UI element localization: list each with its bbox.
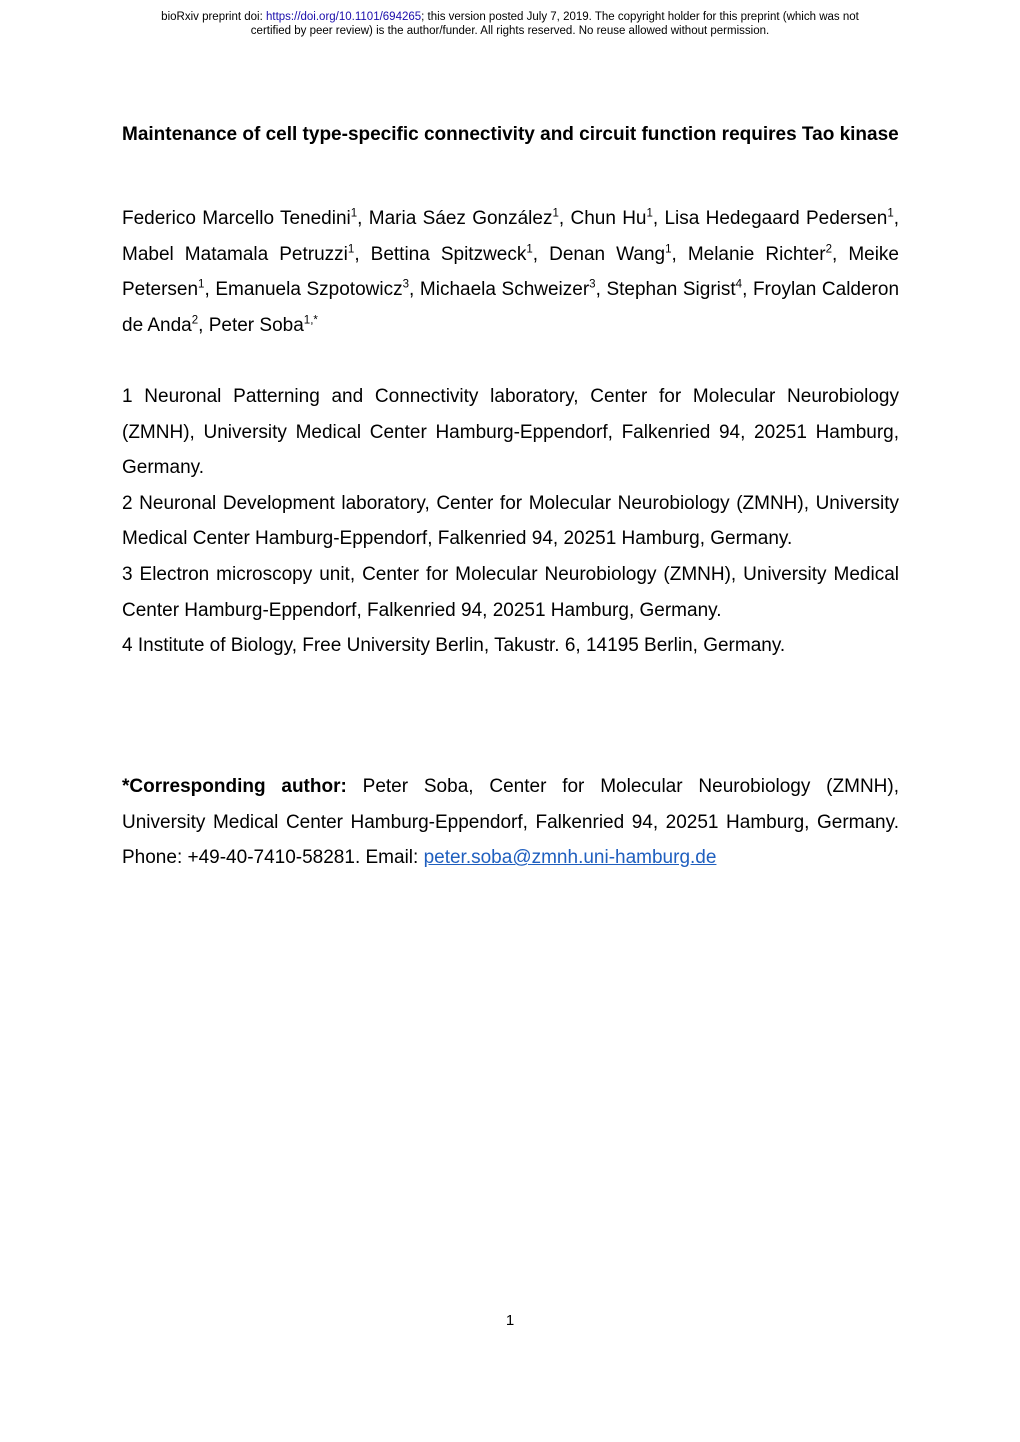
author-name: Michaela Schweizer xyxy=(419,279,590,301)
author-list xyxy=(122,201,899,343)
author-affiliation-marker: 4 xyxy=(735,278,743,291)
author-separator: , xyxy=(558,208,571,229)
email-link[interactable]: peter.soba@zmnh.uni-hamburg.de xyxy=(423,847,717,869)
affiliation-list xyxy=(122,379,899,664)
author-affiliation-marker: 1 xyxy=(887,207,894,220)
header-line-1 xyxy=(0,10,1020,24)
author-affiliation-marker: 1 xyxy=(646,207,653,220)
preprint-header xyxy=(0,10,1020,38)
author-affiliation-marker: 2 xyxy=(825,243,832,256)
author-separator: , xyxy=(595,279,607,301)
header-line-2: certified by peer review) is the author/funder. All rights reserved. No reuse allowed without permission. xyxy=(250,25,770,37)
header-prefix: bioRxiv preprint doi: xyxy=(161,11,266,23)
author-name: Denan Wang xyxy=(549,243,666,265)
author-name: Lisa Hedegaard Pedersen xyxy=(664,208,888,229)
author-separator: , xyxy=(198,314,209,336)
header-suffix: ; this version posted July 7, 2019. The copyright holder for this preprint (which was not xyxy=(421,11,859,23)
author-separator: , xyxy=(671,243,688,265)
author-name: Mabel Matamala Petruzzi xyxy=(122,243,348,265)
author-affiliation-marker: 1 xyxy=(665,243,672,256)
author-name: Froylan Calderon de Anda xyxy=(122,279,900,336)
author-affiliation-marker: 1 xyxy=(198,278,205,291)
author-separator: , xyxy=(204,279,216,301)
author-affiliation-marker: 1 xyxy=(526,243,533,256)
affiliation-1: 1 Neuronal Patterning and Connectivity laboratory, Center for Molecular Neurobiology (ZMNH), University Medical Center Hamburg-Eppendorf, Falkenried 94, 20251 Hamburg, Germany. xyxy=(122,386,899,479)
affiliation-4: 4 Institute of Biology, Free University Berlin, Takustr. 6, 14195 Berlin, Germany. xyxy=(122,635,786,657)
author-affiliation-marker: 3 xyxy=(589,278,596,291)
author-name: Maria Sáez González xyxy=(368,208,553,229)
author-separator: , xyxy=(409,279,420,301)
corresponding-label: *Corresponding author: xyxy=(122,776,347,797)
paper-title: Maintenance of cell type-specific connectivity and circuit function requires Tao kinase xyxy=(122,124,899,145)
author-name: Emanuela Szpotowicz xyxy=(215,279,403,301)
author-name: Melanie Richter xyxy=(687,243,826,265)
author-affiliation-marker: 2 xyxy=(191,314,199,327)
author-affiliation-marker: 1 xyxy=(350,207,358,220)
corresponding-author xyxy=(122,769,899,876)
author-name: Bettina Spitzweck xyxy=(370,243,527,265)
author-separator: , xyxy=(893,208,899,229)
affiliation-3: 3 Electron microscopy unit, Center for Molecular Neurobiology (ZMNH), University Medical Center Hamburg-Eppendorf, Falkenried 94, 20251 Hamburg, Germany. xyxy=(122,563,899,621)
author-name: Chun Hu xyxy=(570,208,647,229)
author-affiliation-marker: 3 xyxy=(402,278,409,291)
author-affiliation-marker: 1 xyxy=(552,207,559,220)
author-name: Federico Marcello Tenedini xyxy=(122,208,351,229)
author-affiliation-marker: 1 xyxy=(347,243,355,256)
author-name: Stephan Sigrist xyxy=(606,279,736,301)
author-name: Peter Soba xyxy=(208,314,304,336)
author-separator: , xyxy=(742,279,753,301)
doi-link[interactable]: https://doi.org/10.1101/694265 xyxy=(266,11,422,23)
page-number: 1 xyxy=(505,1312,515,1329)
author-separator: , xyxy=(652,208,665,229)
author-separator: , xyxy=(532,243,550,265)
affiliation-2: 2 Neuronal Development laboratory, Center for Molecular Neurobiology (ZMNH), University Medical Center Hamburg-Eppendorf, Falkenried 94, 20251 Hamburg, Germany. xyxy=(122,492,899,550)
author-separator: , xyxy=(831,243,849,265)
corresponding-text: Peter Soba, Center for Molecular Neurobiology (ZMNH), University Medical Center Hamburg-Eppendorf, Falkenried 94, 20251 Hamburg, Germany. Phone: +49-40-7410-58281. Email: xyxy=(122,776,899,869)
author-name: Meike Petersen xyxy=(122,243,899,301)
author-separator: , xyxy=(354,243,371,265)
author-separator: , xyxy=(357,208,369,229)
author-affiliation-marker: 1,* xyxy=(303,314,318,327)
